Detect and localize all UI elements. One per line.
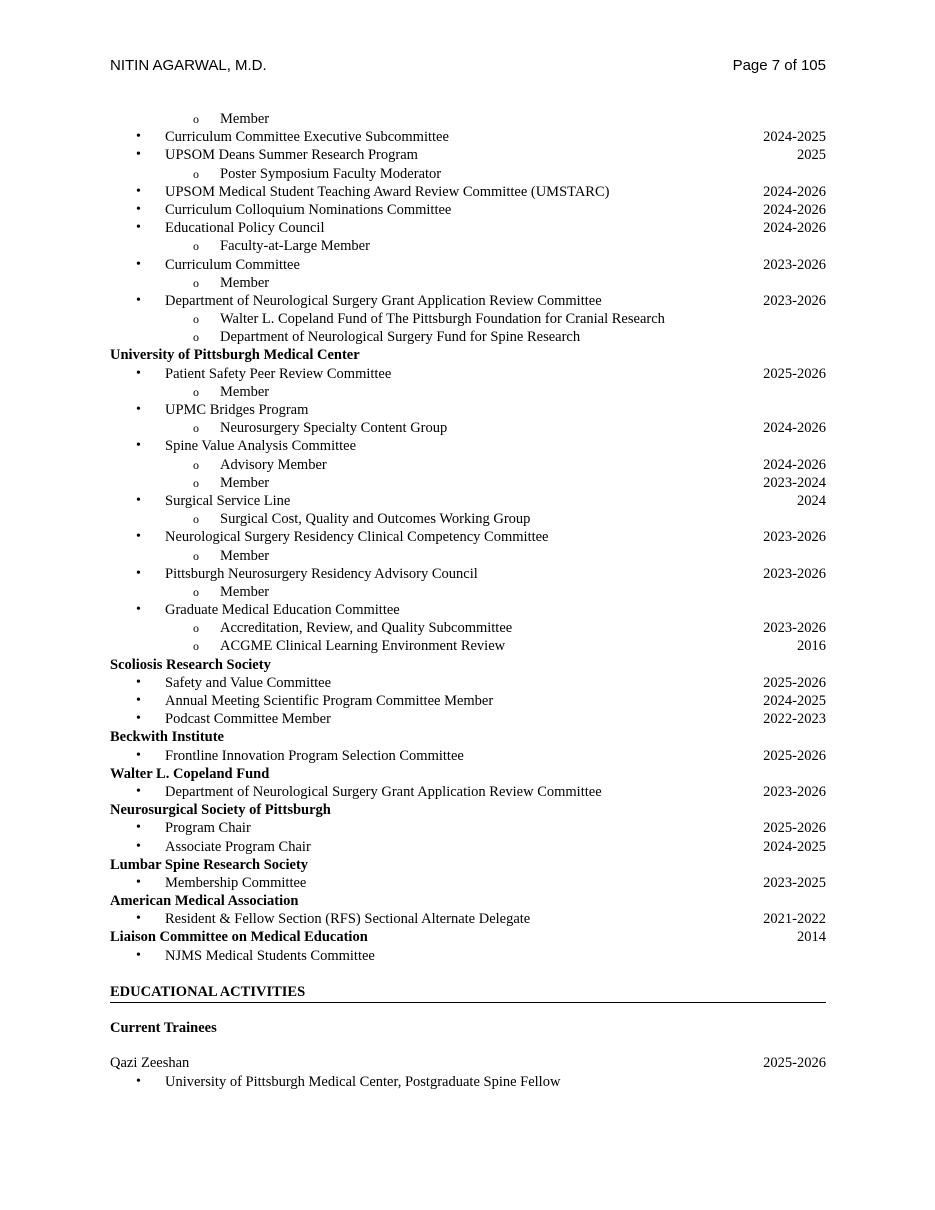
item-text: Advisory Member (220, 456, 327, 473)
item-text: Safety and Value Committee (165, 674, 332, 691)
item-text: Member (220, 274, 270, 291)
item-text: Pittsburgh Neurosurgery Residency Advisory Council (165, 565, 478, 582)
item-years: 2023-2026 (763, 292, 826, 309)
list-item (110, 838, 826, 856)
list-item (110, 819, 826, 837)
bullet-marker: • (136, 747, 141, 763)
item-text: Neurosurgery Specialty Content Group (220, 420, 448, 437)
item-years: 2025 (797, 147, 826, 164)
item-years: 2023-2026 (763, 256, 826, 273)
sub-bullet-marker: o (193, 112, 199, 126)
item-text: Faculty-at-Large Member (220, 238, 370, 255)
trainee-detail: University of Pittsburgh Medical Center, Postgraduate Spine Fellow (165, 1074, 561, 1091)
trainee-years: 2025-2026 (763, 1055, 826, 1072)
item-years: 2024-2025 (763, 129, 826, 146)
trainee-name: Qazi Zeeshan (110, 1055, 190, 1072)
item-text: Patient Safety Peer Review Committee (165, 365, 392, 382)
item-text: Department of Neurological Surgery Fund for Spine Research (220, 329, 581, 346)
bullet-marker: • (136, 183, 141, 199)
list-item (110, 401, 826, 419)
list-item (110, 692, 826, 710)
item-years: 2025-2026 (763, 820, 826, 837)
list-item (110, 747, 826, 765)
list-item (110, 601, 826, 619)
sub-list-item (110, 237, 826, 255)
org-name: Liaison Committee on Medical Education (110, 929, 368, 946)
org-heading-row (110, 346, 826, 364)
sub-list-item (110, 419, 826, 437)
sub-bullet-marker: o (193, 384, 199, 399)
bullet-marker: • (136, 292, 141, 308)
item-text: Curriculum Colloquium Nominations Committee (165, 201, 452, 218)
bullet-marker: • (136, 129, 141, 145)
item-text: ACGME Clinical Learning Environment Review (220, 638, 506, 655)
item-years: 2024-2025 (763, 693, 826, 709)
item-years: 2023-2026 (763, 783, 826, 800)
org-heading-row (110, 765, 826, 783)
item-years: 2016 (797, 638, 826, 655)
item-text: Frontline Innovation Program Selection Committee (165, 747, 464, 764)
item-years: 2024-2026 (763, 420, 826, 437)
sub-bullet-marker: o (193, 512, 199, 527)
service-list (110, 110, 826, 965)
org-name: Lumbar Spine Research Society (110, 856, 309, 873)
org-heading-row (110, 728, 826, 746)
item-text: Podcast Committee Member (165, 711, 331, 728)
item-years: 2025-2026 (763, 365, 826, 382)
bullet-marker: • (136, 529, 141, 545)
item-text: Surgical Service Line (165, 492, 291, 509)
sub-list-item (110, 637, 826, 655)
sub-bullet-marker: o (193, 475, 199, 490)
bullet-marker: • (136, 838, 141, 854)
sub-list-item (110, 328, 826, 346)
sub-bullet-marker: o (193, 548, 199, 563)
section-title: EDUCATIONAL ACTIVITIES (110, 983, 306, 1000)
item-text: Member (220, 383, 270, 400)
list-item (110, 292, 826, 310)
list-item (110, 910, 826, 928)
item-text: Associate Program Chair (165, 838, 311, 855)
org-name: Walter L. Copeland Fund (110, 765, 270, 782)
org-heading-row (110, 801, 826, 819)
sub-bullet-marker: o (193, 584, 199, 599)
item-text: Member (220, 474, 270, 491)
item-years: 2023-2025 (763, 874, 826, 891)
section-heading (110, 983, 826, 1003)
bullet-marker: • (136, 402, 141, 417)
org-name: Scoliosis Research Society (110, 656, 271, 673)
item-years: 2023-2026 (763, 620, 826, 637)
item-text: Department of Neurological Surgery Grant Application Review Committee (165, 783, 602, 800)
bullet-marker: • (136, 911, 141, 927)
item-text: Program Chair (165, 820, 251, 837)
item-text: Surgical Cost, Quality and Outcomes Working Group (220, 511, 531, 528)
sub-bullet-marker: o (193, 166, 199, 181)
sub-list-item (110, 274, 826, 292)
item-text: Member (220, 547, 270, 564)
list-item (110, 492, 826, 510)
item-years: 2024 (797, 492, 826, 509)
bullet-marker: • (136, 947, 141, 963)
item-text: Neurological Surgery Residency Clinical Competency Committee (165, 529, 549, 546)
bullet-marker: • (136, 1074, 141, 1090)
list-item (110, 710, 826, 728)
sub-list-item (110, 510, 826, 528)
list-item (110, 947, 826, 965)
item-text: Membership Committee (165, 874, 307, 891)
item-text: Poster Symposium Faculty Moderator (220, 165, 442, 182)
sub-list-item (110, 310, 826, 328)
sub-bullet-marker: o (193, 330, 199, 345)
sub-bullet-marker: o (193, 621, 199, 636)
sub-list-item (110, 474, 826, 492)
item-text: Educational Policy Council (165, 220, 325, 237)
sub-bullet-marker: o (193, 639, 199, 654)
item-years: 2025-2026 (763, 674, 826, 691)
org-heading-row (110, 892, 826, 910)
spacer (110, 1037, 826, 1053)
sub-list-item (110, 110, 826, 128)
bullet-marker: • (136, 693, 141, 708)
item-text: Member (220, 583, 270, 600)
page-number: Page 7 of 105 (732, 57, 826, 74)
item-years: 2024-2026 (763, 456, 826, 473)
item-text: Curriculum Committee Executive Subcommittee (165, 129, 449, 146)
item-text: Department of Neurological Surgery Grant Application Review Committee (165, 292, 602, 309)
item-text: UPSOM Deans Summer Research Program (165, 147, 418, 164)
item-years: 2024-2026 (763, 201, 826, 218)
org-heading-row (110, 928, 826, 946)
item-text: Spine Value Analysis Committee (165, 438, 357, 455)
org-heading-row (110, 856, 826, 874)
trainee-row (110, 1053, 826, 1073)
bullet-marker: • (136, 220, 141, 236)
bullet-marker: • (136, 602, 141, 618)
item-years: 2021-2022 (763, 911, 826, 928)
list-item (110, 528, 826, 546)
bullet-marker: • (136, 820, 141, 836)
bullet-marker: • (136, 874, 141, 890)
item-years: 2024-2025 (763, 838, 826, 855)
item-text: Annual Meeting Scientific Program Committee Member (165, 693, 494, 709)
bullet-marker: • (136, 674, 141, 690)
org-name: Neurosurgical Society of Pittsburgh (110, 802, 331, 819)
item-years: 2022-2023 (763, 711, 826, 728)
list-item (110, 674, 826, 692)
org-name: Beckwith Institute (110, 729, 224, 746)
org-name: American Medical Association (110, 893, 299, 910)
item-text: NJMS Medical Students Committee (165, 947, 375, 964)
bullet-marker: • (136, 365, 141, 381)
item-text: Member (220, 111, 270, 127)
item-text: Resident & Fellow Section (RFS) Sectional Alternate Delegate (165, 911, 531, 928)
sub-bullet-marker: o (193, 275, 199, 290)
bullet-marker: • (136, 711, 141, 727)
subsection-heading (110, 1019, 826, 1037)
sub-bullet-marker: o (193, 457, 199, 472)
item-text: UPSOM Medical Student Teaching Award Review Committee (UMSTARC) (165, 183, 610, 200)
list-item (110, 783, 826, 801)
sub-bullet-marker: o (193, 239, 199, 254)
org-name: University of Pittsburgh Medical Center (110, 347, 360, 364)
item-text: Accreditation, Review, and Quality Subcommittee (220, 620, 513, 637)
bullet-marker: • (136, 438, 141, 454)
list-item (110, 183, 826, 201)
list-item (110, 874, 826, 892)
sub-list-item (110, 619, 826, 637)
item-years: 2023-2026 (763, 529, 826, 546)
bullet-marker: • (136, 147, 141, 163)
sub-list-item (110, 456, 826, 474)
bullet-marker: • (136, 201, 141, 217)
item-years: 2023-2026 (763, 565, 826, 582)
list-item (110, 365, 826, 383)
sub-bullet-marker: o (193, 312, 199, 327)
list-item (110, 201, 826, 219)
item-text: Walter L. Copeland Fund of The Pittsburgh Foundation for Cranial Research (220, 311, 665, 328)
sub-list-item (110, 583, 826, 601)
page-header (110, 57, 826, 77)
item-years: 2024-2026 (763, 220, 826, 237)
list-item (110, 219, 826, 237)
item-years: 2023-2024 (763, 474, 826, 491)
item-years: 2025-2026 (763, 747, 826, 764)
sub-bullet-marker: o (193, 421, 199, 436)
list-item (110, 565, 826, 583)
subsection-title: Current Trainees (110, 1020, 217, 1036)
bullet-marker: • (136, 256, 141, 272)
list-item (110, 128, 826, 146)
org-heading-row (110, 656, 826, 674)
item-years: 2014 (797, 929, 826, 946)
list-item (110, 146, 826, 164)
item-text: Curriculum Committee (165, 256, 300, 273)
bullet-marker: • (136, 492, 141, 508)
document-body (110, 110, 826, 1091)
sub-list-item (110, 383, 826, 401)
author-name: NITIN AGARWAL, M.D. (110, 57, 267, 74)
item-text: Graduate Medical Education Committee (165, 602, 400, 619)
item-years: 2024-2026 (763, 183, 826, 200)
list-item (110, 256, 826, 274)
sub-list-item (110, 547, 826, 565)
sub-list-item (110, 165, 826, 183)
item-text: UPMC Bridges Program (165, 402, 309, 418)
bullet-marker: • (136, 565, 141, 581)
list-item (110, 437, 826, 455)
trainee-detail-row (110, 1073, 826, 1091)
bullet-marker: • (136, 783, 141, 799)
